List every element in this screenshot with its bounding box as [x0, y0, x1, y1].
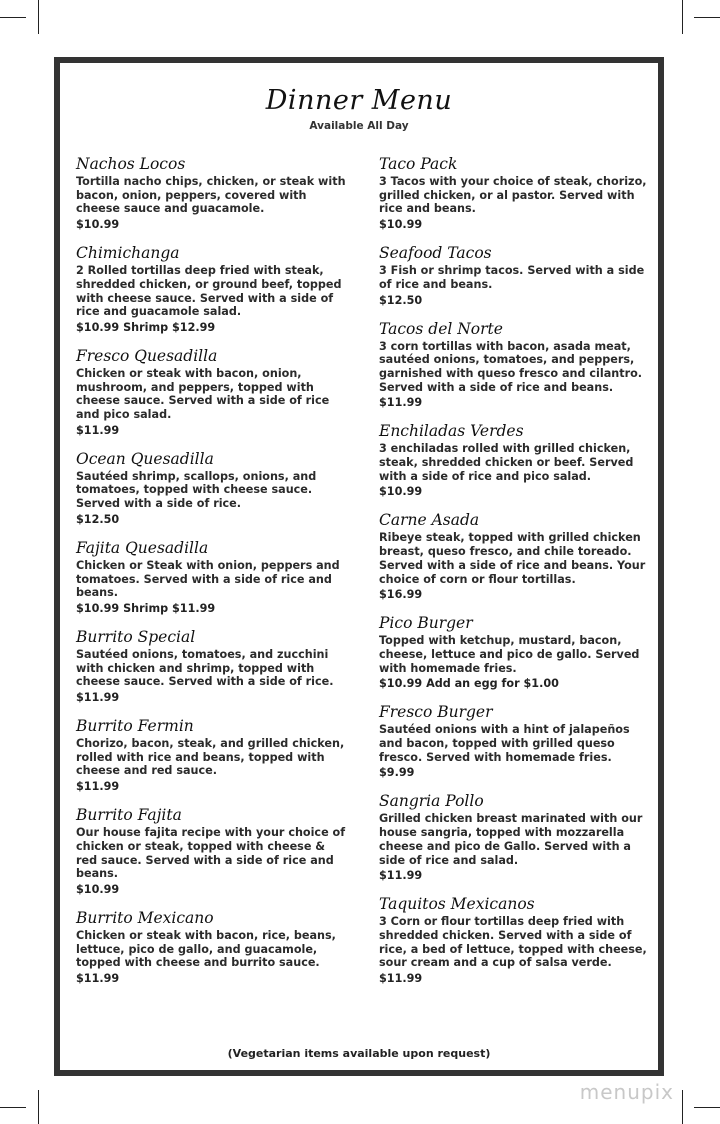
item-price: $11.99	[76, 972, 120, 986]
item-description: Topped with ketchup, mustard, bacon, cheese, lettuce and pico de gallo. Served with homemade fries.	[379, 634, 640, 675]
item-name: Taquitos Mexicanos	[379, 895, 535, 914]
item-name: Chimichanga	[76, 244, 180, 263]
item-price: $10.99 Add an egg for $1.00	[379, 677, 559, 691]
menu-item	[76, 245, 346, 335]
menu-item	[76, 910, 346, 986]
watermark: menupix	[579, 1080, 674, 1104]
item-description: Sautéed onions with a hint of jalapeños and bacon, topped with grilled queso fresco. Served with homemade fries.	[379, 723, 630, 764]
menu-subtitle: Available All Day	[309, 120, 409, 132]
item-name: Ocean Quesadilla	[76, 449, 214, 468]
menu-item	[379, 423, 649, 499]
menu-item	[379, 615, 649, 691]
item-description: 3 Tacos with your choice of steak, chorizo, grilled chicken, or al pastor. Served with rice and beans.	[379, 175, 647, 216]
menu-item	[379, 156, 649, 232]
item-price: $11.99	[76, 780, 120, 794]
item-name: Burrito Fermin	[76, 717, 194, 736]
menu-header	[60, 85, 658, 132]
item-price: $10.99	[76, 218, 120, 232]
item-price: $11.99	[379, 869, 423, 883]
item-name: Fresco Burger	[379, 703, 493, 722]
crop-mark	[38, 0, 39, 34]
item-description: Sautéed shrimp, scallops, onions, and tomatoes, topped with cheese sauce. Served with a side of rice.	[76, 469, 317, 511]
menu-item	[76, 807, 346, 897]
item-name: Burrito Special	[76, 627, 196, 646]
item-price: $11.99	[379, 396, 423, 410]
menu-item	[76, 718, 346, 794]
menu-item	[379, 896, 649, 986]
item-name: Carne Asada	[379, 511, 480, 530]
item-price: $11.99	[76, 423, 120, 437]
item-description: 2 Rolled tortillas deep fried with steak, shredded chicken, or ground beef, topped with cheese sauce. Served with a side of rice and guacamole salad.	[76, 264, 342, 319]
menu-item	[379, 245, 649, 307]
menu-item	[379, 512, 649, 602]
menu-frame	[54, 57, 664, 1076]
item-price: $10.99 Shrimp $12.99	[76, 320, 216, 334]
item-price: $11.99	[76, 691, 120, 705]
menu-item	[76, 348, 346, 438]
item-name: Fresco Quesadilla	[76, 346, 218, 365]
right-column	[379, 156, 649, 986]
menu-item	[379, 704, 649, 780]
item-price: $12.50	[76, 512, 120, 526]
item-description: Chicken or Steak with onion, peppers and tomatoes. Served with a side of rice and beans.	[76, 558, 340, 600]
menu-title: Dinner Menu	[265, 85, 453, 116]
item-price: $9.99	[379, 766, 415, 780]
item-description: Chorizo, bacon, steak, and grilled chicken, rolled with rice and beans, topped with cheese and red sauce.	[76, 737, 345, 778]
item-price: $10.99	[76, 882, 120, 896]
item-price: $16.99	[379, 588, 423, 602]
left-column	[76, 156, 346, 986]
item-name: Nachos Locos	[76, 155, 186, 173]
item-price: $11.99	[379, 972, 423, 986]
item-name: Seafood Tacos	[379, 244, 492, 263]
item-price: $10.99 Shrimp $11.99	[76, 601, 216, 615]
item-description: Tortilla nacho chips, chicken, or steak with bacon, onion, peppers, covered with cheese sauce and guacamole.	[76, 175, 346, 216]
crop-mark	[0, 17, 26, 18]
item-price: $10.99	[379, 218, 423, 232]
item-description: 3 Corn or flour tortillas deep fried with shredded chicken. Served with a side of rice, a bed of lettuce, topped with cheese, sour cream and a cup of salsa verde.	[379, 915, 647, 970]
footer-note: (Vegetarian items available upon request)	[227, 1047, 491, 1060]
item-description: 3 Fish or shrimp tacos. Served with a side of rice and beans.	[379, 264, 645, 291]
menu-item	[76, 629, 346, 705]
menu-item	[76, 540, 346, 616]
item-name: Fajita Quesadilla	[76, 538, 209, 557]
item-description: Ribeye steak, topped with grilled chicken breast, queso fresco, and chile toreado. Served with a side of rice and beans. Your choice of corn or flour tortillas.	[379, 531, 646, 586]
crop-mark	[0, 1107, 26, 1108]
menu-item	[379, 321, 649, 411]
item-description: Our house fajita recipe with your choice of chicken or steak, topped with cheese & red sauce. Served with a side of rice and beans.	[76, 826, 346, 881]
item-price: $12.50	[379, 293, 423, 307]
item-name: Taco Pack	[379, 155, 458, 173]
item-name: Sangria Pollo	[379, 792, 484, 811]
item-description: 3 enchiladas rolled with grilled chicken, steak, shredded chicken or beef. Served with a side of rice and pico salad.	[379, 442, 634, 483]
crop-mark	[682, 0, 683, 34]
item-description: Chicken or steak with bacon, onion, mushroom, and peppers, topped with cheese sauce. Served with a side of rice and pico salad.	[76, 366, 330, 422]
crop-mark	[38, 1090, 39, 1124]
item-description: Grilled chicken breast marinated with our house sangria, topped with mozzarella cheese and pico de Gallo. Served with a side of rice and salad.	[379, 812, 643, 867]
item-name: Burrito Fajita	[76, 806, 182, 825]
menu-item	[379, 793, 649, 883]
crop-mark	[682, 1090, 683, 1124]
item-name: Pico Burger	[379, 614, 473, 633]
item-name: Burrito Mexicano	[76, 908, 214, 927]
crop-mark	[694, 17, 720, 18]
item-name: Tacos del Norte	[379, 319, 503, 338]
item-price: $10.99	[379, 485, 423, 499]
crop-mark	[694, 1107, 720, 1108]
menu-item	[76, 451, 346, 527]
item-description: Sautéed onions, tomatoes, and zucchini with chicken and shrimp, topped with cheese sauce. Served with a side of rice.	[76, 647, 334, 689]
item-description: 3 corn tortillas with bacon, asada meat, sautéed onions, tomatoes, and peppers, garnished with queso fresco and cilantro. Served with a side of rice and beans.	[379, 339, 643, 394]
item-name: Enchiladas Verdes	[379, 422, 524, 441]
item-description: Chicken or steak with bacon, rice, beans, lettuce, pico de gallo, and guacamole, topped with cheese and burrito sauce.	[76, 928, 336, 970]
menu-item	[76, 156, 346, 232]
